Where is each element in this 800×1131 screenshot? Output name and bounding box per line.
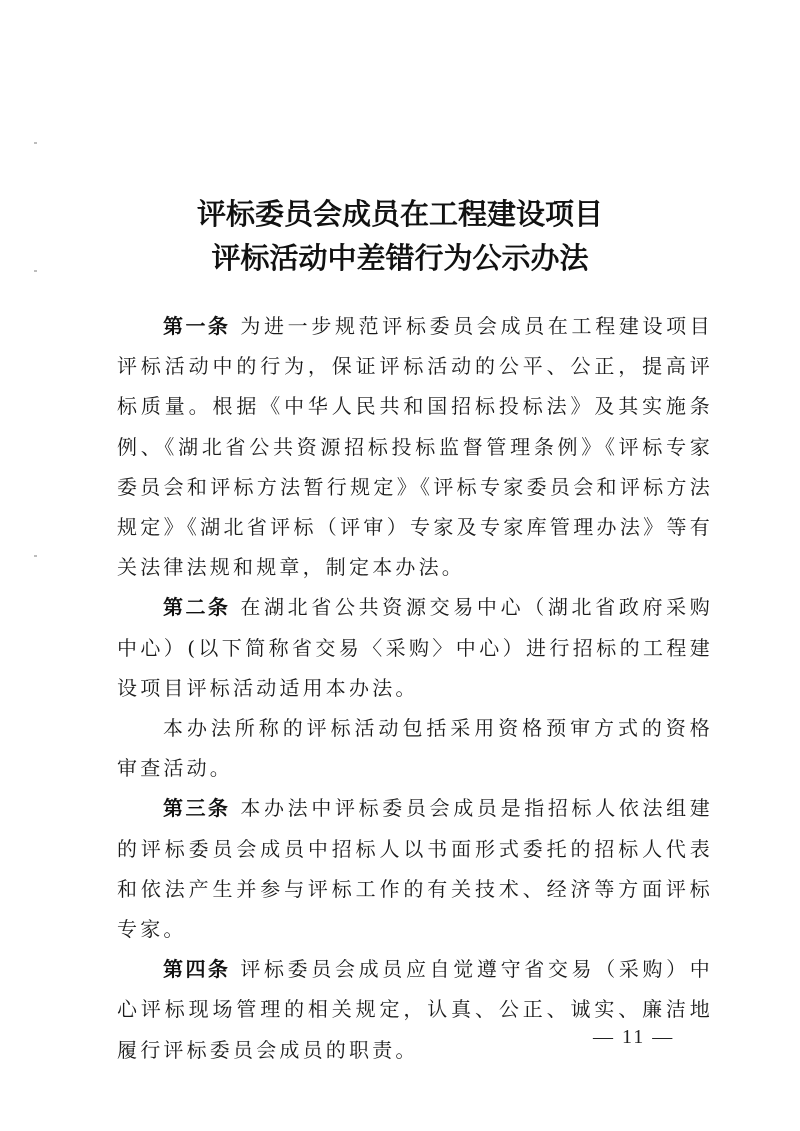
article-1-label: 第一条 xyxy=(163,314,231,338)
article-2-note-paragraph xyxy=(117,708,713,788)
article-2-paragraph xyxy=(117,587,713,708)
article-4-text: 评标委员会成员应自觉遵守省交易（采购）中心评标现场管理的相关规定，认真、公正、诚实、廉洁地履行评标委员会成员的职责。 xyxy=(117,957,714,1062)
article-2-label: 第二条 xyxy=(163,595,231,620)
page-number: — 11 — xyxy=(593,1026,675,1048)
article-4-label: 第四条 xyxy=(163,957,231,982)
article-3-label: 第三条 xyxy=(163,796,231,821)
scan-mark xyxy=(34,142,37,144)
document-body xyxy=(117,306,713,1070)
title-line-1: 评标委员会成员在工程建设项目 xyxy=(196,197,603,231)
document-title xyxy=(0,192,800,280)
scan-mark xyxy=(34,555,37,557)
article-4-paragraph xyxy=(117,949,713,1070)
article-3-text: 本办法中评标委员会成员是指招标人依法组建的评标委员会成员中招标人以书面形式委托的招标人代表和依法产生并参与评标工作的有关技术、经济等方面评标专家。 xyxy=(117,796,714,942)
title-line-2: 评标活动中差错行为公示办法 xyxy=(211,241,589,275)
article-2-note-text: 本办法所称的评标活动包括采用资格预审方式的资格审查活动。 xyxy=(117,716,713,781)
article-1-text: 为进一步规范评标委员会成员在工程建设项目评标活动中的行为，保证评标活动的公平、公正，提高评标质量。根据《中华人民共和国招标投标法》及其实施条例、《湖北省公共资源招标投标监督管理条例》《评标专家委员会和评标方法暂行规定》《评标专家委员会和评标方法规定》《湖北省评标（评审）专家及专家库管理办法》等有关法律法规和规章，制定本办法。 xyxy=(117,314,714,580)
article-2-text: 在湖北省公共资源交易中心（湖北省政府采购中心）(以下简称省交易〈采购〉中心）进行招标的工程建设项目评标活动适用本办法。 xyxy=(117,595,714,700)
article-3-paragraph xyxy=(117,788,713,949)
article-1-paragraph xyxy=(117,306,713,587)
